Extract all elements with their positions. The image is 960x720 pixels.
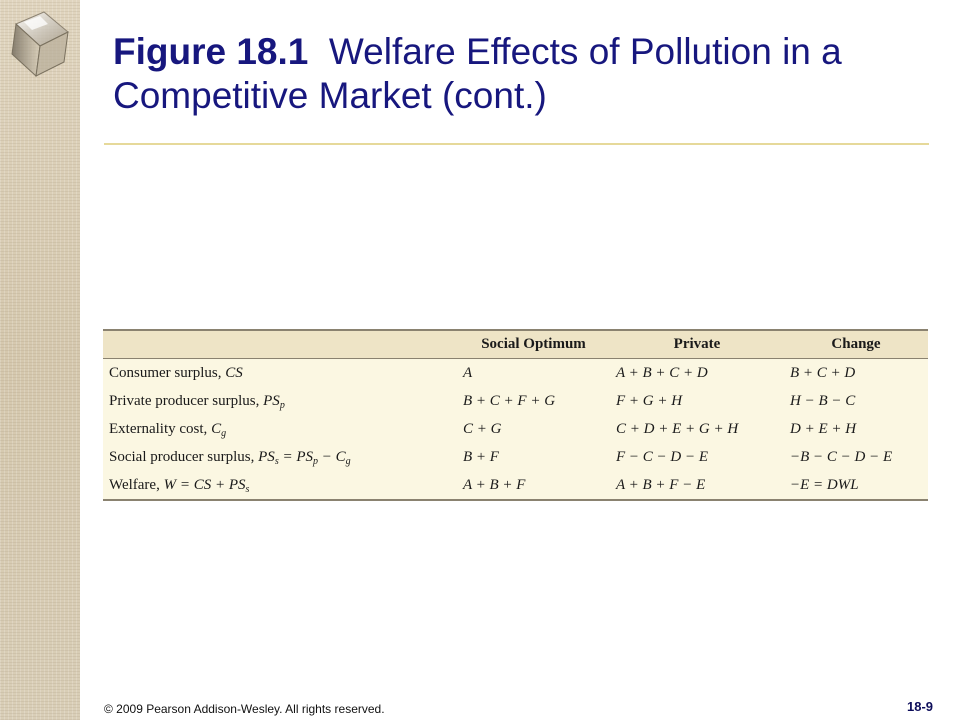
cell-private: C + D + E + G + H (616, 420, 739, 437)
slide-number: 18-9 (907, 699, 934, 714)
cell-private: F − C − D − E (616, 448, 709, 465)
table-row (103, 415, 928, 443)
cell-change: H − B − C (790, 392, 856, 409)
cell-change: D + E + H (790, 420, 857, 437)
row-label: Private producer surplus, $PS_p$ (109, 392, 285, 411)
header-social-optimum: Social Optimum (457, 330, 610, 359)
cell-social: A + B + F (457, 471, 610, 500)
header-blank (103, 330, 457, 359)
row-label: Externality cost, $C_g$ (109, 420, 227, 439)
table-row (103, 387, 928, 415)
cell-social: A (463, 364, 473, 381)
slide-title (113, 30, 943, 118)
figure-number: Figure 18.1 (113, 31, 309, 72)
glass-cube-icon (2, 4, 72, 84)
cell-private: A + B + F − E (610, 471, 784, 500)
cell-change: −E = DWL (784, 471, 928, 500)
table-header-row (103, 330, 928, 359)
figure-title: Welfare Effects of Pollution in a Competitive Market (cont.) (113, 31, 842, 116)
cell-private: F + G + H (616, 392, 683, 409)
table-row (103, 359, 928, 388)
cell-private: A + B + C + D (616, 364, 708, 381)
decorative-side-band (0, 0, 80, 720)
cell-change: −B − C − D − E (790, 448, 893, 465)
copyright-footer: © 2009 Pearson Addison-Wesley. All rights reserved. (104, 702, 385, 716)
row-label: Welfare, W = CS + $PS_s$ (103, 471, 457, 500)
cell-social: B + C + F + G (463, 392, 556, 409)
cell-change: B + C + D (790, 364, 856, 381)
cell-social: C + G (463, 420, 502, 437)
welfare-effects-table (103, 329, 928, 501)
table-row (103, 471, 928, 500)
title-divider (104, 143, 929, 145)
header-private: Private (610, 330, 784, 359)
row-label: Social producer surplus, $PS_s = PS_p - C_g$ (109, 448, 351, 467)
header-change: Change (784, 330, 928, 359)
cell-social: B + F (463, 448, 499, 465)
table-row (103, 443, 928, 471)
row-label: Consumer surplus, CS (109, 364, 243, 381)
